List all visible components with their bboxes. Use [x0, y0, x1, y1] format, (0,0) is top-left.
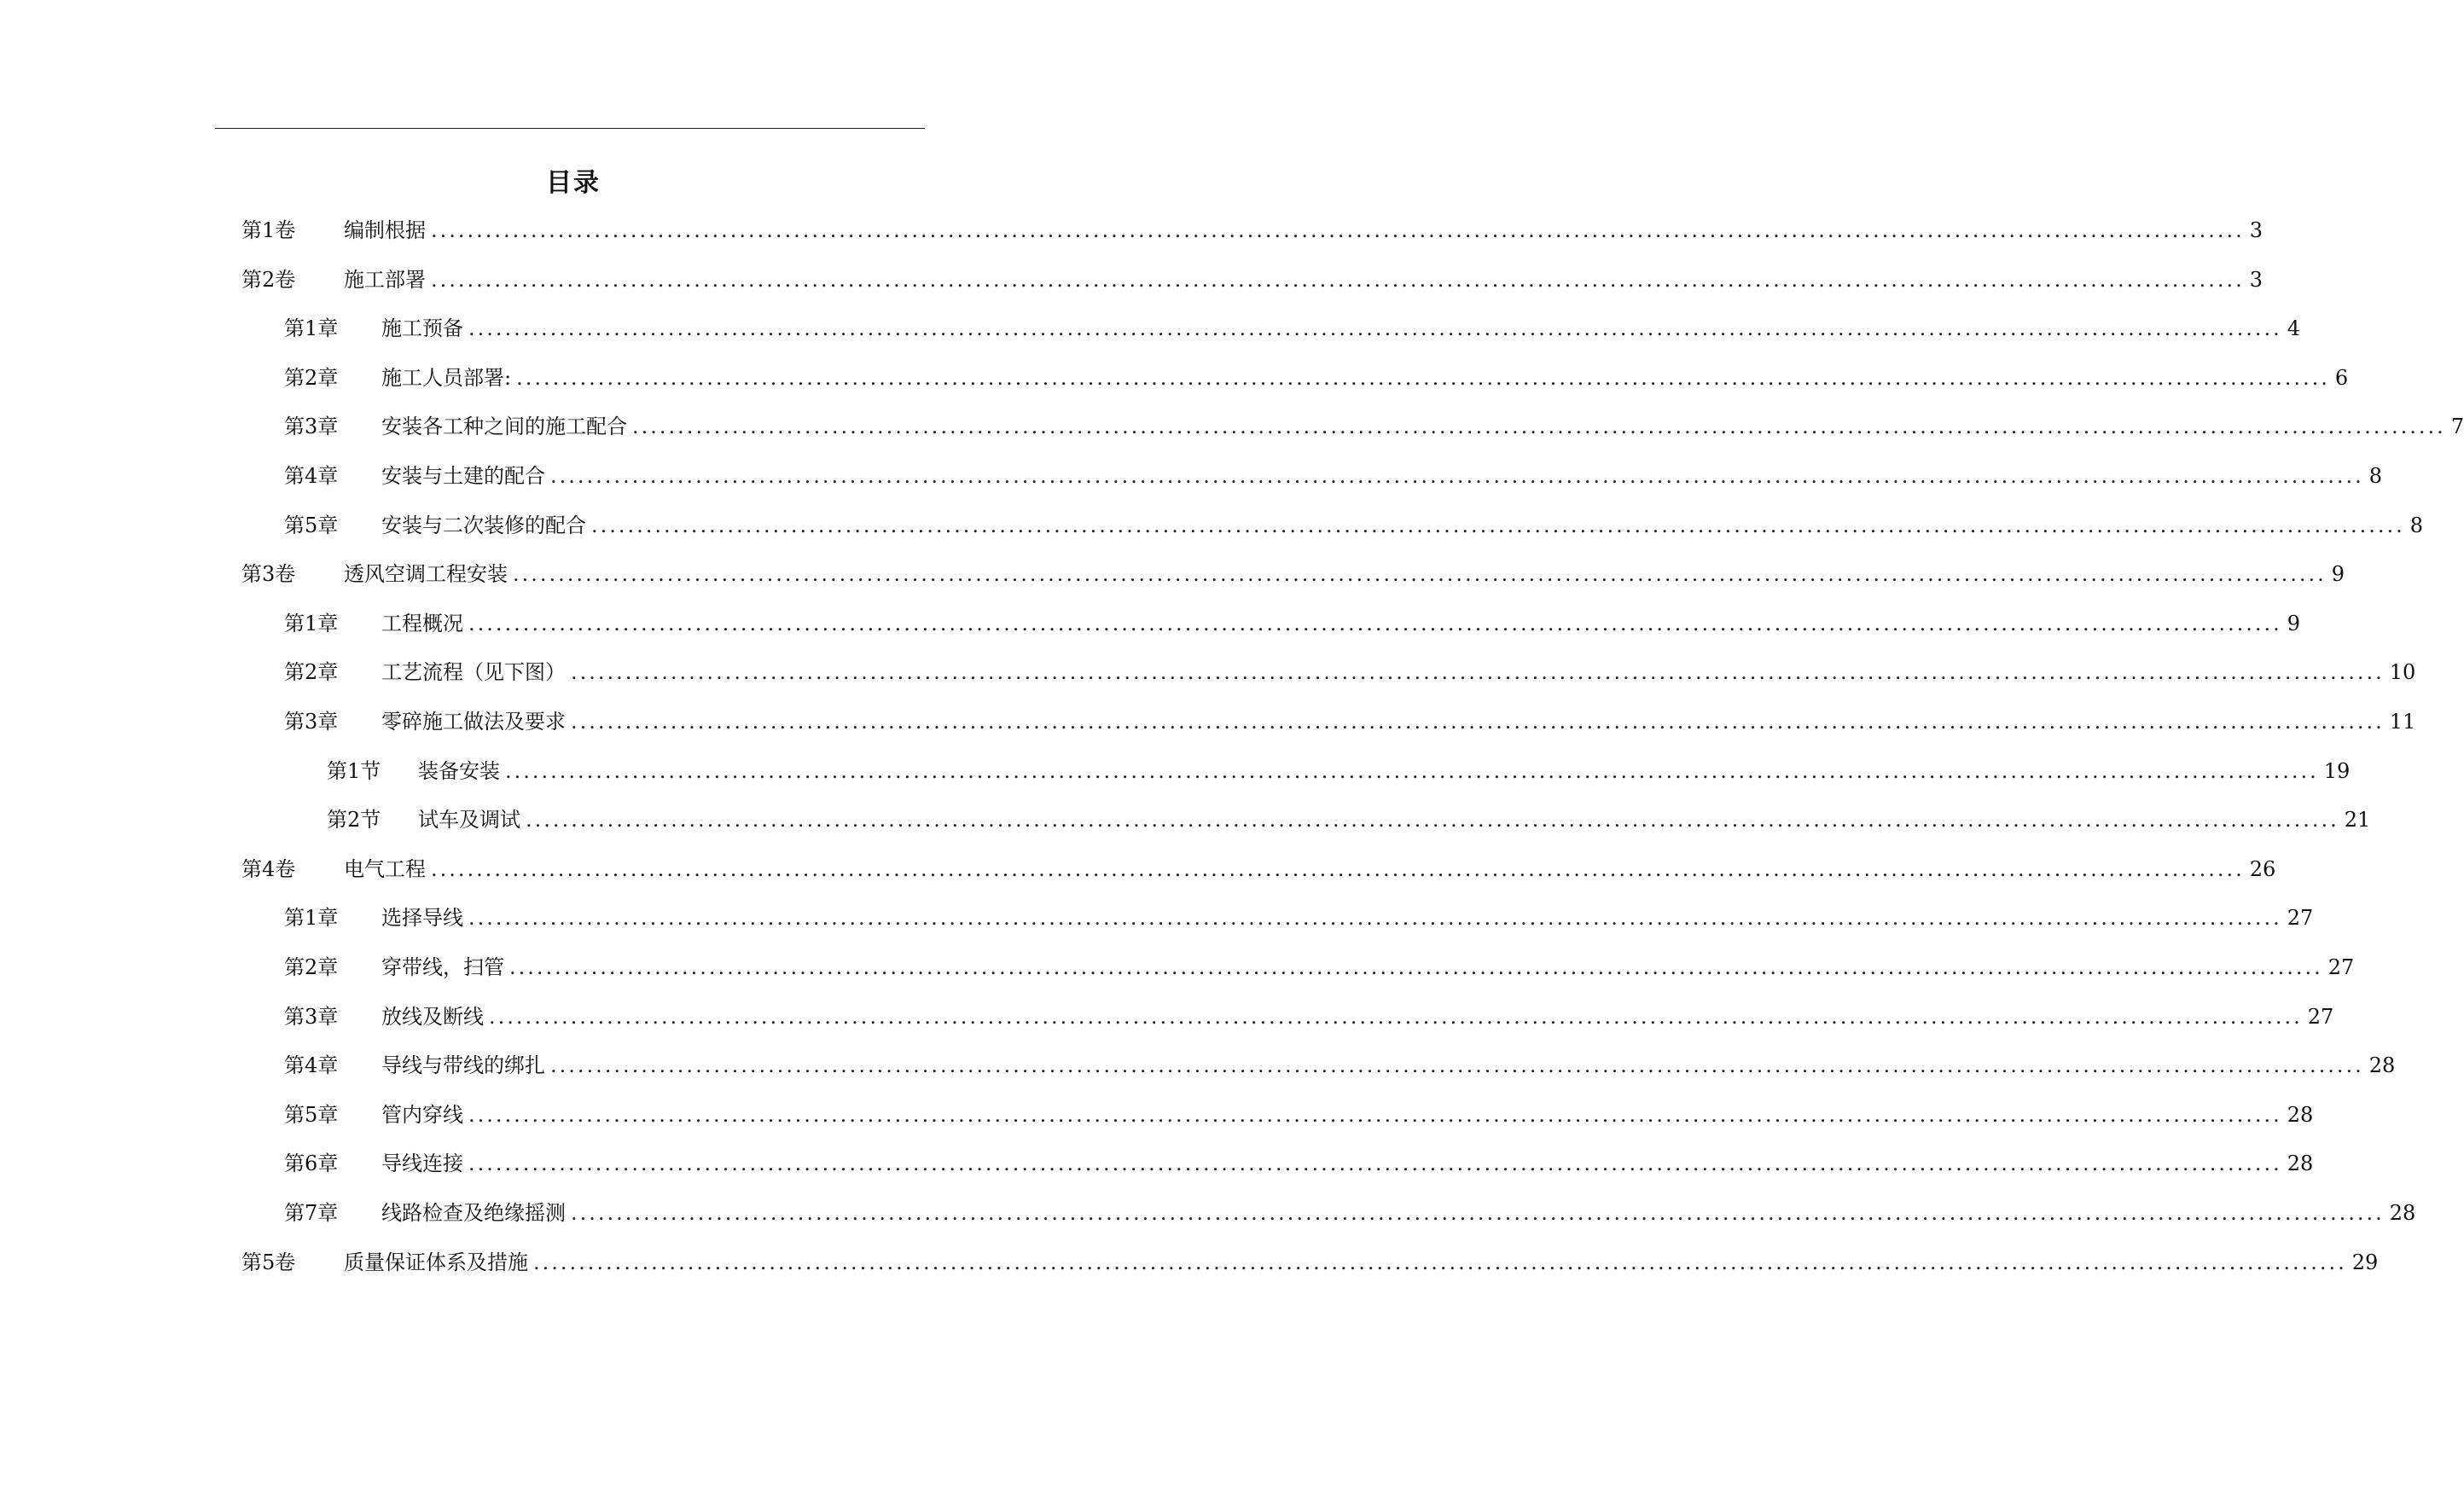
- toc-entry-page: 8: [2368, 464, 2383, 488]
- dot-leader: ........................................................................................................................................................................................................: [533, 1250, 2347, 1274]
- toc-entry-title: 选择导线: [381, 906, 463, 930]
- dot-leader: ........................................................................................................................................................................................................: [431, 857, 2245, 881]
- toc-entry[interactable]: [284, 1148, 2314, 1179]
- toc-entry-page: 19: [2323, 759, 2351, 783]
- toc-entry[interactable]: [327, 804, 2371, 835]
- toc-entry-page: 27: [2307, 1005, 2334, 1029]
- toc-entry-page: 9: [2331, 562, 2345, 586]
- toc-entry-number: 第2卷: [241, 268, 296, 292]
- toc-entry-page: 28: [2287, 1103, 2314, 1127]
- dot-leader: ........................................................................................................................................................................................................: [468, 906, 2282, 930]
- toc-entry-page: 28: [2287, 1152, 2314, 1175]
- header-rule: [215, 128, 925, 129]
- toc-entry-title: 零碎施工做法及要求: [381, 710, 566, 734]
- toc-entry-number: 第2节: [327, 808, 381, 832]
- dot-leader: ........................................................................................................................................................................................................: [516, 366, 2330, 390]
- toc-entry-number: 第3章: [284, 1005, 339, 1029]
- toc-entry-number: 第3章: [284, 710, 339, 734]
- toc-entry-title: 编制根据: [344, 218, 426, 242]
- toc-entry-page: 26: [2249, 857, 2276, 881]
- dot-leader: ........................................................................................................................................................................................................: [513, 562, 2327, 586]
- toc-entry-title: 施工部署: [344, 268, 426, 292]
- toc-entry-title: 透风空调工程安装: [344, 562, 508, 586]
- toc-entry-page: 28: [2368, 1053, 2396, 1077]
- toc-entry[interactable]: [284, 411, 2464, 442]
- toc-entry-page: 27: [2327, 955, 2355, 979]
- toc-entry-title: 施工人员部署:: [381, 366, 512, 390]
- toc-entry[interactable]: [284, 1001, 2334, 1032]
- toc-entry-number: 第4章: [284, 1053, 339, 1077]
- toc-entry-title: 电气工程: [344, 857, 426, 881]
- toc-entry[interactable]: [241, 559, 2345, 589]
- toc-entry-page: 29: [2351, 1250, 2379, 1274]
- toc-entry-number: 第1章: [284, 906, 339, 930]
- toc-entry-title: 安装各工种之间的施工配合: [381, 415, 627, 438]
- toc-entry[interactable]: [284, 657, 2416, 688]
- toc-entry-title: 工艺流程（见下图）: [381, 660, 566, 684]
- toc-entry-title: 线路检查及绝缘摇测: [381, 1201, 566, 1225]
- toc-entry-number: 第2章: [284, 660, 339, 684]
- dot-leader: ........................................................................................................................................................................................................: [505, 759, 2319, 783]
- toc-entry[interactable]: [241, 264, 2264, 295]
- dot-leader: ........................................................................................................................................................................................................: [489, 1005, 2303, 1029]
- toc-entry-page: 3: [2249, 268, 2264, 292]
- toc-entry-title: 工程概况: [381, 612, 463, 635]
- dot-leader: ........................................................................................................................................................................................................: [526, 808, 2339, 832]
- dot-leader: ........................................................................................................................................................................................................: [571, 1201, 2385, 1225]
- toc-entry-page: 21: [2344, 808, 2371, 832]
- toc-entry-page: 8: [2409, 514, 2424, 537]
- toc-entry-page: 28: [2389, 1201, 2416, 1225]
- toc-entry-number: 第1章: [284, 612, 339, 635]
- toc-entry-number: 第1节: [327, 759, 381, 783]
- toc-entry-title: 放线及断线: [381, 1005, 484, 1029]
- toc-entry-number: 第7章: [284, 1201, 339, 1225]
- toc-entry[interactable]: [284, 952, 2355, 983]
- toc-entry-number: 第4章: [284, 464, 339, 488]
- toc-entry-number: 第2章: [284, 366, 339, 390]
- dot-leader: ........................................................................................................................................................................................................: [571, 660, 2385, 684]
- dot-leader: ........................................................................................................................................................................................................: [468, 316, 2282, 340]
- toc-entry-title: 装备安装: [418, 759, 500, 783]
- toc-title: 目录: [546, 168, 601, 198]
- toc-entry-number: 第3章: [284, 415, 339, 438]
- toc-entry[interactable]: [284, 1100, 2314, 1130]
- toc-entry-page: 9: [2287, 612, 2301, 635]
- toc-entry[interactable]: [284, 1050, 2396, 1081]
- toc-entry[interactable]: [284, 1198, 2416, 1228]
- toc-entry[interactable]: [241, 1247, 2379, 1278]
- toc-entry-number: 第3卷: [241, 562, 296, 586]
- toc-entry[interactable]: [284, 461, 2383, 491]
- dot-leader: ........................................................................................................................................................................................................: [509, 955, 2323, 979]
- toc-entry-title: 试车及调试: [418, 808, 520, 832]
- dot-leader: ........................................................................................................................................................................................................: [468, 1103, 2282, 1127]
- toc-entry-number: 第5卷: [241, 1250, 296, 1274]
- toc-entry[interactable]: [284, 510, 2424, 541]
- toc-entry-number: 第5章: [284, 514, 339, 537]
- toc-entry[interactable]: [284, 608, 2301, 639]
- toc-entry-number: 第2章: [284, 955, 339, 979]
- dot-leader: ........................................................................................................................................................................................................: [591, 514, 2405, 537]
- dot-leader: ........................................................................................................................................................................................................: [632, 415, 2446, 438]
- toc-entry[interactable]: [241, 215, 2264, 246]
- toc-entry[interactable]: [284, 363, 2349, 393]
- toc-entry-title: 安装与二次装修的配合: [381, 514, 586, 537]
- toc-entry-page: 7: [2450, 415, 2464, 438]
- toc-entry-number: 第5章: [284, 1103, 339, 1127]
- toc-entry-title: 导线与带线的绑扎: [381, 1053, 545, 1077]
- toc-entry[interactable]: [284, 313, 2301, 344]
- dot-leader: ........................................................................................................................................................................................................: [468, 612, 2282, 635]
- toc-entry-title: 导线连接: [381, 1152, 463, 1175]
- toc-entry-page: 3: [2249, 218, 2264, 242]
- toc-entry-number: 第4卷: [241, 857, 296, 881]
- toc-entry-title: 安装与土建的配合: [381, 464, 545, 488]
- dot-leader: ........................................................................................................................................................................................................: [431, 268, 2245, 292]
- toc-entry-page: 10: [2389, 660, 2416, 684]
- toc-entry[interactable]: [284, 706, 2416, 737]
- toc-entry[interactable]: [327, 756, 2351, 786]
- toc-entry-page: 6: [2334, 366, 2349, 390]
- toc-entry[interactable]: [284, 902, 2314, 933]
- toc-entry-page: 11: [2389, 710, 2416, 734]
- dot-leader: ........................................................................................................................................................................................................: [431, 218, 2245, 242]
- toc-entry-number: 第6章: [284, 1152, 339, 1175]
- toc-title-wrap: [546, 161, 648, 198]
- toc-entry-page: 27: [2287, 906, 2314, 930]
- toc-entry-title: 质量保证体系及措施: [344, 1250, 528, 1274]
- toc-entry-page: 4: [2287, 316, 2301, 340]
- toc-entry[interactable]: [241, 854, 2276, 885]
- toc-entry-number: 第1卷: [241, 218, 296, 242]
- dot-leader: ........................................................................................................................................................................................................: [550, 464, 2364, 488]
- dot-leader: ........................................................................................................................................................................................................: [571, 710, 2385, 734]
- dot-leader: ........................................................................................................................................................................................................: [468, 1152, 2282, 1175]
- toc-entry-number: 第1章: [284, 316, 339, 340]
- toc-entry-title: 管内穿线: [381, 1103, 463, 1127]
- toc-entry-title: 穿带线，扫管: [381, 955, 504, 979]
- dot-leader: ........................................................................................................................................................................................................: [550, 1053, 2364, 1077]
- toc-entry-title: 施工预备: [381, 316, 463, 340]
